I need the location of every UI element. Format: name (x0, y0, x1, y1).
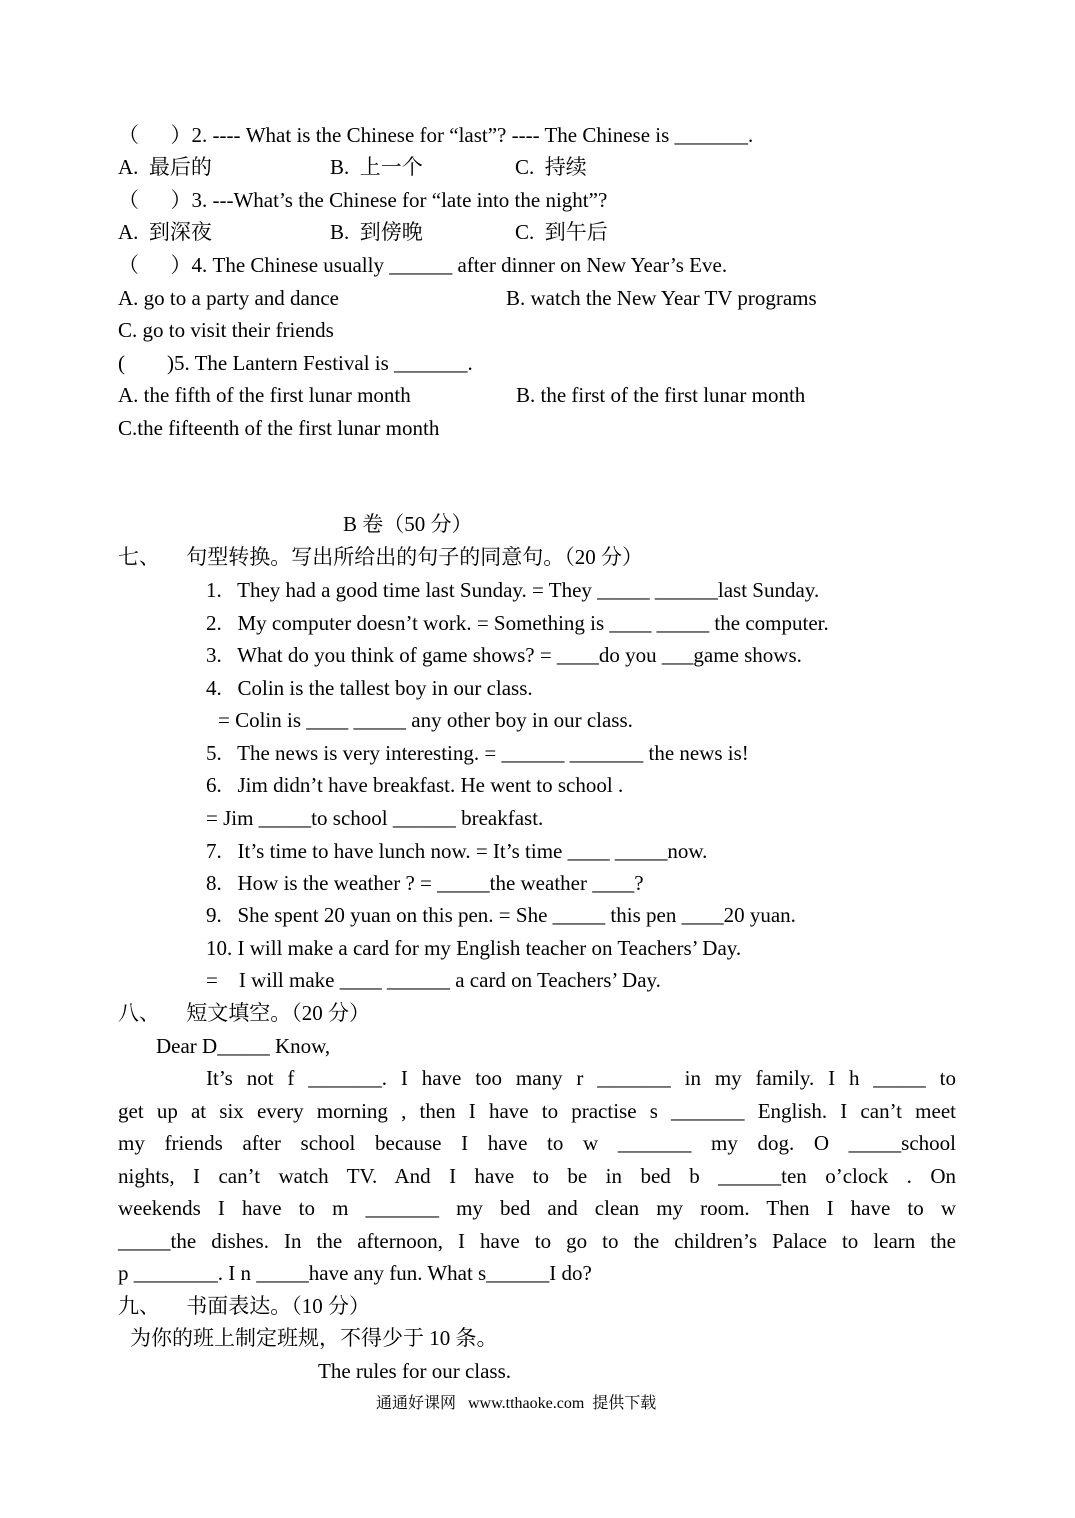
section-7-item-6: 6. Jim didn’t have breakfast. He went to school . (206, 773, 624, 797)
question-2-option-c: C. 持续 (515, 155, 587, 179)
section-7-item-4-answer: = Colin is ____ _____ any other boy in our class. (218, 708, 633, 732)
writing-prompt: 为你的班上制定班规，不得少于 10 条。 (130, 1326, 498, 1350)
question-3-stem: （ ）3. ---What’s the Chinese for “late into the night”? (118, 188, 608, 212)
question-5-stem: ( )5. The Lantern Festival is _______. (118, 351, 473, 375)
question-4-option-b: B. watch the New Year TV programs (506, 286, 817, 310)
section-7-item-8: 8. How is the weather ? = _____the weather ____? (206, 871, 644, 895)
question-3-option-a: A. 到深夜 (118, 220, 212, 244)
passage-line-6: _____the dishes. In the afternoon, I have to go to the children’s Palace to learn the (118, 1229, 956, 1253)
question-2-stem: （ ）2. ---- What is the Chinese for “last”? ---- The Chinese is _______. (118, 123, 754, 147)
passage-line-5: weekends I have to m _______ my bed and clean my room. Then I have to w (118, 1196, 956, 1220)
question-2-option-a: A. 最后的 (118, 155, 212, 179)
passage-line-4: nights, I can’t watch TV. And I have to be in bed b ______ten o’clock . On (118, 1164, 956, 1188)
question-5-option-c: C.the fifteenth of the first lunar month (118, 416, 440, 440)
section-7-item-10-answer: = I will make ____ ______ a card on Teachers’ Day. (206, 968, 661, 992)
question-5-option-a: A. the fifth of the first lunar month (118, 383, 411, 407)
letter-greeting: Dear D_____ Know, (156, 1034, 331, 1058)
section-7-item-1: 1. They had a good time last Sunday. = They _____ ______last Sunday. (206, 578, 820, 602)
passage-line-1: It’s not f _______. I have too many r _______ in my family. I h _____ to (206, 1066, 956, 1090)
question-4-stem: （ ）4. The Chinese usually ______ after dinner on New Year’s Eve. (118, 253, 728, 277)
question-3-option-b: B. 到傍晚 (330, 220, 423, 244)
passage-line-2: get up at six every morning , then I have to practise s _______ English. I can’t meet (118, 1099, 956, 1123)
question-4-option-c: C. go to visit their friends (118, 318, 334, 342)
question-4-option-a: A. go to a party and dance (118, 286, 340, 310)
question-3-option-c: C. 到午后 (515, 220, 608, 244)
section-8-heading: 八、 短文填空。（20 分） (118, 1001, 370, 1025)
section-9-heading: 九、 书面表达。（10 分） (118, 1294, 370, 1318)
section-b-title: B 卷（50 分） (343, 512, 473, 536)
page-footer: 通通好课网 www.tthaoke.com 提供下载 (376, 1395, 657, 1412)
question-5-option-b: B. the first of the first lunar month (516, 383, 806, 407)
section-7-item-3: 3. What do you think of game shows? = ____do you ___game shows. (206, 643, 802, 667)
section-7-item-7: 7. It’s time to have lunch now. = It’s time ____ _____now. (206, 839, 708, 863)
section-7-item-5: 5. The news is very interesting. = ______ _______ the news is! (206, 741, 749, 765)
section-7-heading: 七、 句型转换。写出所给出的句子的同意句。（20 分） (118, 545, 643, 569)
section-7-item-2: 2. My computer doesn’t work. = Something is ____ _____ the computer. (206, 611, 829, 635)
passage-line-3: my friends after school because I have to w _______ my dog. O _____school (118, 1131, 956, 1155)
section-7-item-4: 4. Colin is the tallest boy in our class. (206, 676, 533, 700)
passage-line-7: p ________. I n _____have any fun. What s______I do? (118, 1261, 592, 1285)
writing-title: The rules for our class. (318, 1359, 512, 1383)
section-7-item-6-answer: = Jim _____to school ______ breakfast. (206, 806, 544, 830)
section-7-item-9: 9. She spent 20 yuan on this pen. = She _____ this pen ____20 yuan. (206, 903, 796, 927)
section-7-item-10: 10. I will make a card for my English teacher on Teachers’ Day. (206, 936, 742, 960)
question-2-option-b: B. 上一个 (330, 155, 423, 179)
